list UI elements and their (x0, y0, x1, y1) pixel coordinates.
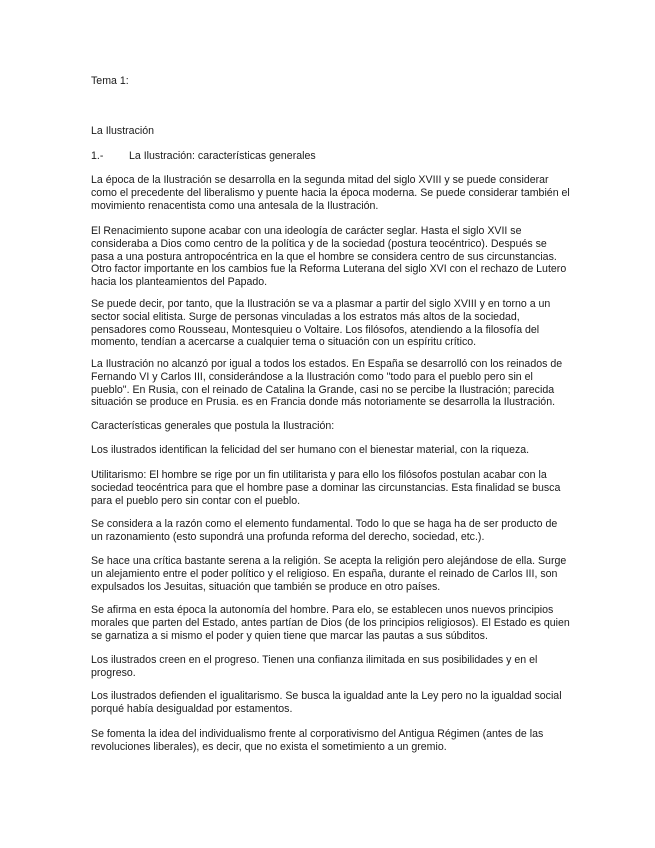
paragraph: Se hace una crítica bastante serena a la religión. Se acepta la religión pero alejándose de ella. Surge un alejamiento entre el poder político y el religioso. En españa, durante el reinado de Carlos III, son expulsados los Jesuitas, situación que también se produce en otro países. (91, 555, 567, 593)
document-title: La Ilustración (91, 125, 155, 137)
paragraph: Los ilustrados defienden el igualitarismo. Se busca la igualdad ante la Ley pero no la igualdad social porqué había desigualdad por estamentos. (91, 690, 562, 715)
section-number: 1.- (91, 150, 104, 162)
paragraph: Se afirma en esta época la autonomía del hombre. Para elo, se establecen unos nuevos principios morales que parten del Estado, antes partían de Dios (de los principios religiosos). El Estado es quien se garnatiza a si mismo el poder y quien tiene que marcar las pautas a sus súbditos. (91, 604, 570, 642)
section-heading (91, 150, 571, 163)
paragraph: La época de la Ilustración se desarrolla en la segunda mitad del siglo XVIII y se puede considerar como el precedente del liberalismo y puente hacia la época moderna. Se puede considerar también el movimiento renacentista como una antesala de la Ilustración. (91, 174, 570, 212)
paragraph: El Renacimiento supone acabar con una ideología de carácter seglar. Hasta el siglo XVII se consideraba a Dios como centro de la política y de la sociedad (postura teocéntrico). Después se pasa a una postura antropocéntrica en la que el hombre se considera centro de sus circunstancias. Otro factor importante en los cambios fue la Reforma Luterana del siglo XVI con el rechazo de Lutero hacia los planteamientos del Papado. (91, 225, 567, 289)
paragraph: La Ilustración no alcanzó por igual a todos los estados. En España se desarrolló con los reinados de Fernando VI y Carlos III, considerándose a la Ilustración como "todo para el pueblo pero sin el pueblo". En Rusia, con el reinado de Catalina la Grande, casi no se percibe la Ilustración; parecida situación se produce en Prusia. es en Francia donde más notoriamente se desarrolla la Ilustración. (91, 358, 563, 409)
paragraph: Se puede decir, por tanto, que la Ilustración se va a plasmar a partir del siglo XVIII y en torno a un sector social elitista. Surge de personas vinculadas a los estratos más altos de la sociedad, pensadores como Rousseau, Montesquieu o Voltaire. Los filósofos, atendiendo a la filosofía del momento, tendían a acercarse a cualquier tema o situación con un espíritu crítico. (91, 298, 551, 349)
section-label: La Ilustración: características generales (129, 150, 316, 162)
paragraph: Utilitarismo: El hombre se rige por un fin utilitarista y para ello los filósofos postulan acabar con la sociedad teocéntrica para que el hombre pase a dominar las circunstancias. Esta finalidad se busca para el pueblo pero sin contar con el pueblo. (91, 469, 561, 507)
paragraph: Características generales que postula la Ilustración: (91, 420, 335, 432)
paragraph: Se fomenta la idea del individualismo frente al corporativismo del Antigua Régimen (antes de las revoluciones liberales), es decir, que no exista el sometimiento a un gremio. (91, 728, 544, 753)
paragraph: Se considera a la razón como el elemento fundamental. Todo lo que se haga ha de ser producto de un razonamiento (esto supondrá una profunda reforma del derecho, sociedad, etc.). (91, 518, 558, 543)
paragraph: Los ilustrados identifican la felicidad del ser humano con el bienestar material, con la riqueza. (91, 444, 530, 456)
paragraph: Los ilustrados creen en el progreso. Tienen una confianza ilimitada en sus posibilidades y en el progreso. (91, 654, 538, 679)
tema-heading: Tema 1: (91, 75, 129, 87)
